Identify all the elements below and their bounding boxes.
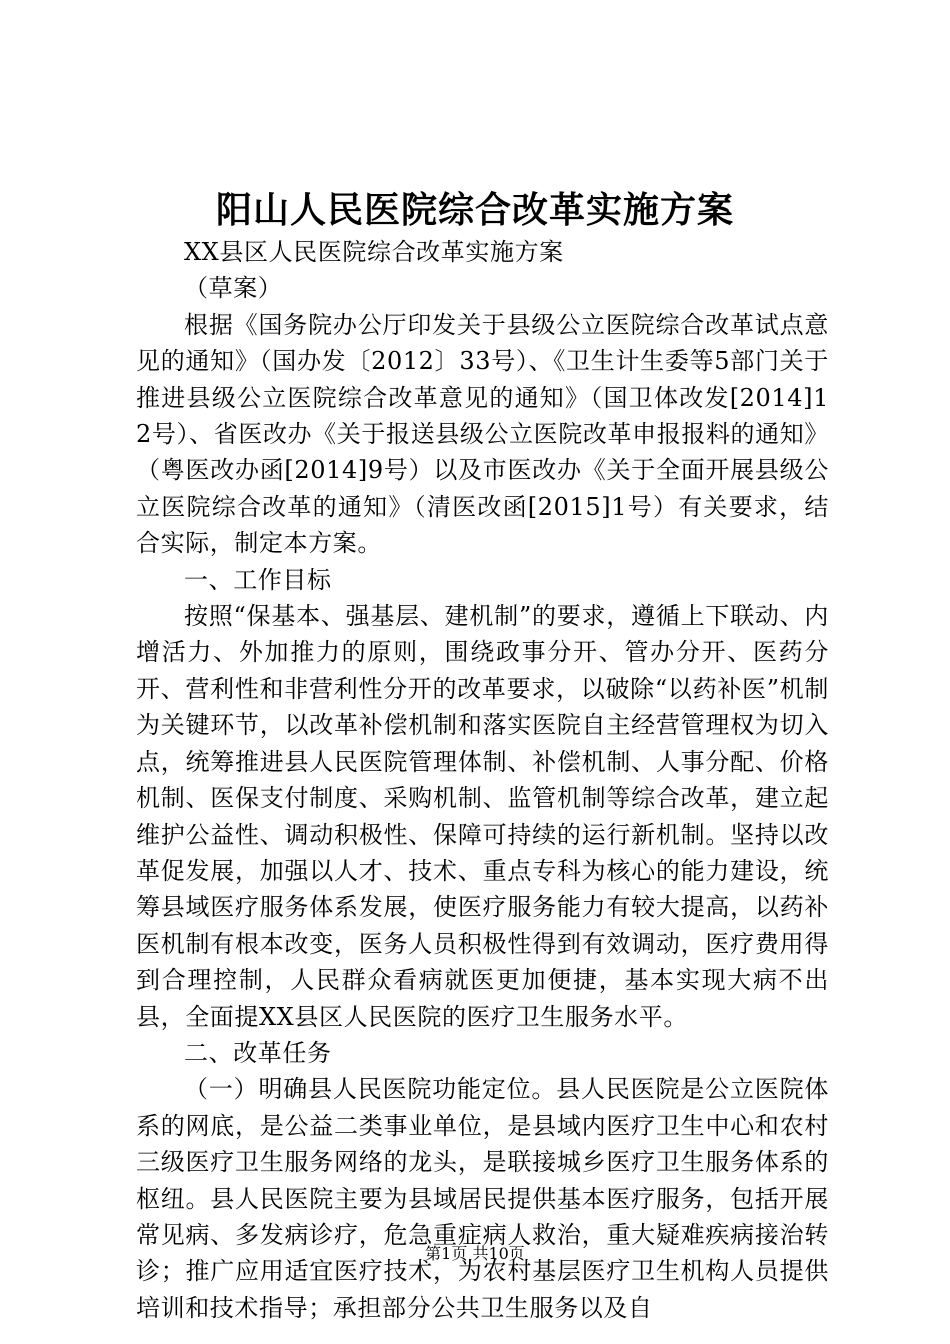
section-heading-tasks: 二、改革任务: [184, 1038, 332, 1067]
document-title: 阳山人民医院综合改革实施方案: [215, 189, 734, 231]
page-footer: 第1页 共10页: [425, 1244, 525, 1263]
section-heading-goals: 一、工作目标: [184, 565, 332, 594]
draft-note: （草案）: [184, 274, 283, 303]
intro-paragraph: 根据《国务院办公厅印发关于县级公立医院综合改革试点意见的通知》（国办发〔2012〕33号）、《卫生计生委等5部门关于推进县级公立医院综合改革意见的通知》（国卫体改发[2014]12号）、省医改办《关于报送县级公立医院改革申报报料的通知》（粤医改办函[2014]9号）以及市医改办《关于全面开展县级公立医院综合改革的通知》（清医改函[2015]1号）有关要求，结合实际，制定本方案。: [136, 310, 829, 558]
document-body: [136, 234, 829, 1326]
task-paragraph-1: （一）明确县人民医院功能定位。县人民医院是公立医院体系的网底，是公益二类事业单位，是县域内医疗卫生中心和农村三级医疗卫生服务网络的龙头，是联接城乡医疗卫生服务体系的枢纽。县人民医院主要为县域居民提供基本医疗服务，包括开展常见病、多发病诊疗，危急重症病人救治，重大疑难疾病接治转诊；推广应用适宜医疗技术，为农村基层医疗卫生机构人员提供培训和技术指导；承担部分公共卫生服务以及自: [136, 1075, 829, 1322]
subtitle-line: XX县区人民医院综合改革实施方案: [184, 238, 564, 266]
goals-paragraph: 按照“保基本、强基层、建机制”的要求，遵循上下联动、内增活力、外加推力的原则，围绕政事分开、管办分开、医药分开、营利性和非营利性分开的改革要求，以破除“以药补医”机制为关键环节，以改革补偿机制和落实医院自主经营管理权为切入点，统筹推进县人民医院管理体制、补偿机制、人事分配、价格机制、医保支付制度、采购机制、监管机制等综合改革，建立起维护公益性、调动积极性、保障可持续的运行新机制。坚持以改革促发展，加强以人才、技术、重点专科为核心的能力建设，统筹县域医疗服务体系发展，使医疗服务能力有较大提高，以药补医机制有根本改变，医务人员积极性得到有效调动，医疗费用得到合理控制，人民群众看病就医更加便捷，基本实现大病不出县，全面提XX县区人民医院的医疗卫生服务水平。: [136, 602, 829, 1031]
